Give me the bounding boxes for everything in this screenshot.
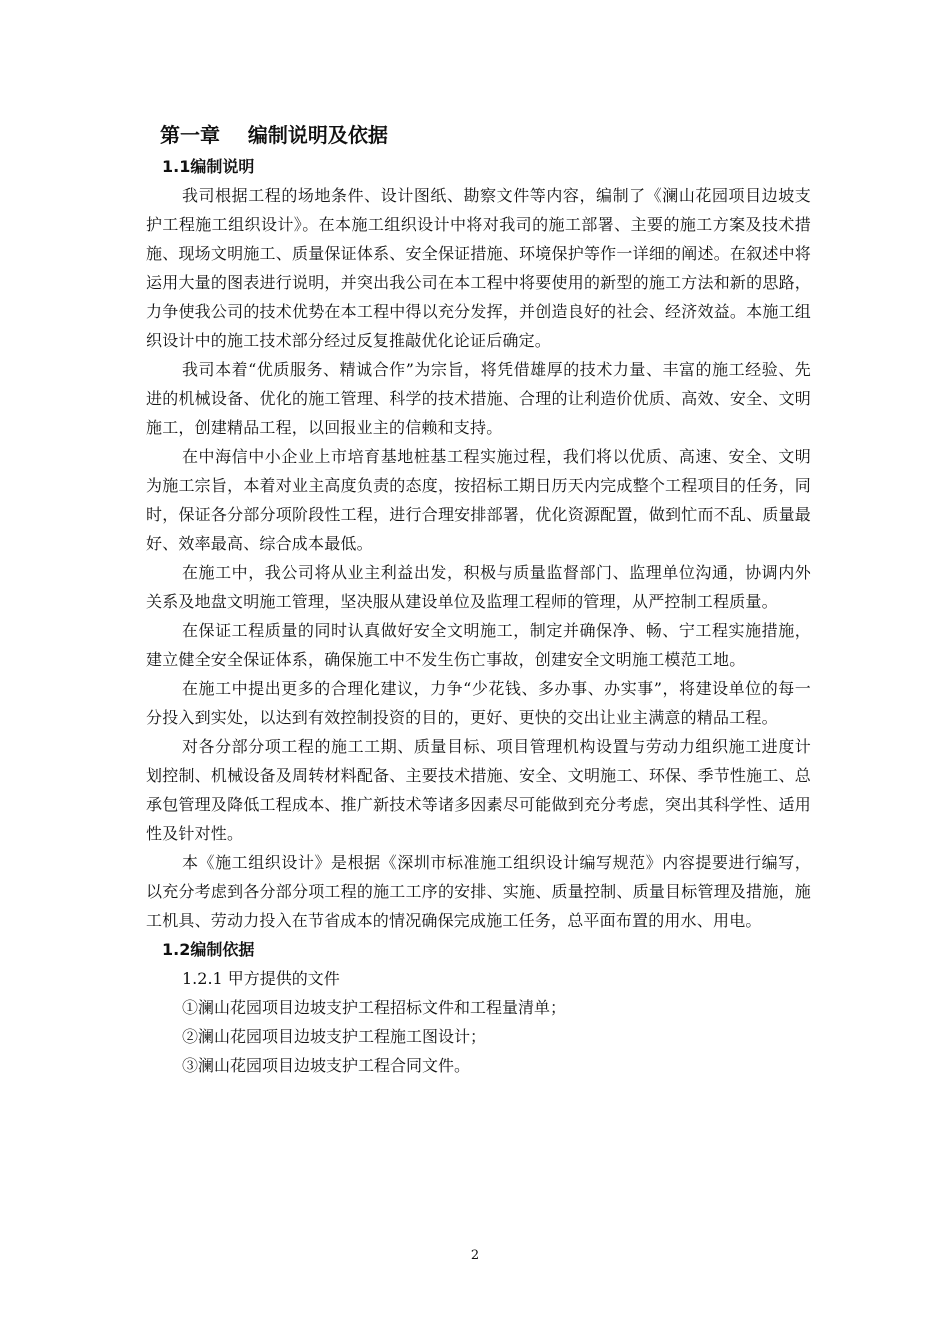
section-heading-1-2: 1.2编制依据 [162,940,255,959]
list-item: ③澜山花园项目边坡支护工程合同文件。 [182,1056,471,1075]
section-heading-1-1: 1.1编制说明 [162,157,255,176]
document-body [146,118,811,1080]
paragraph: 在中海信中小企业上市培育基地桩基工程实施过程，我们将以优质、高速、安全、文明为施工宗旨，本着对业主高度负责的态度，按招标工期日历天内完成整个工程项目的任务，同时，保证各分部分项阶段性工程，进行合理安排部署，优化资源配置，做到忙而不乱、质量最好、效率最高、综合成本最低。 [146,447,811,553]
paragraph: 在施工中，我公司将从业主利益出发，积极与质量监督部门、监理单位沟通，协调内外关系及地盘文明施工管理，坚决服从建设单位及监理工程师的管理，从严控制工程质量。 [146,563,811,611]
paragraph: 在施工中提出更多的合理化建议，力争“少花钱、多办事、办实事”，将建设单位的每一分投入到实处，以达到有效控制投资的目的，更好、更快的交出让业主满意的精品工程。 [146,679,811,727]
list-item: ①澜山花园项目边坡支护工程招标文件和工程量清单； [182,998,567,1017]
paragraph: 我司本着“优质服务、精诚合作”为宗旨，将凭借雄厚的技术力量、丰富的施工经验、先进的机械设备、优化的施工管理、科学的技术措施、合理的让利造价优质、高效、安全、文明施工，创建精品工程，以回报业主的信赖和支持。 [146,360,811,437]
paragraph: 我司根据工程的场地条件、设计图纸、勘察文件等内容，编制了《澜山花园项目边坡支护工程施工组织设计》。在本施工组织设计中将对我司的施工部署、主要的施工方案及技术措施、现场文明施工、质量保证体系、安全保证措施、环境保护等作一详细的阐述。在叙述中将运用大量的图表进行说明，并突出我公司在本工程中将要使用的新型的施工方法和新的思路，力争使我公司的技术优势在本工程中得以充分发挥，并创造良好的社会、经济效益。本施工组织设计中的施工技术部分经过反复推敲优化论证后确定。 [146,186,811,350]
page-number: 2 [470,1248,480,1263]
chapter-title: 第一章 编制说明及依据 [160,123,388,147]
paragraph: 本《施工组织设计》是根据《深圳市标准施工组织设计编写规范》内容提要进行编写，以充分考虑到各分部分项工程的施工工序的安排、实施、质量控制、质量目标管理及措施，施工机具、劳动力投入在节省成本的情况确保完成施工任务，总平面布置的用水、用电。 [146,853,811,930]
list-item: ②澜山花园项目边坡支护工程施工图设计； [182,1027,487,1046]
paragraph: 对各分部分项工程的施工工期、质量目标、项目管理机构设置与劳动力组织施工进度计划控制、机械设备及周转材料配备、主要技术措施、安全、文明施工、环保、季节性施工、总承包管理及降低工程成本、推广新技术等诸多因素尽可能做到充分考虑，突出其科学性、适用性及针对性。 [146,737,811,843]
sub-heading-1-2-1: 1.2.1 甲方提供的文件 [182,969,340,988]
paragraph: 在保证工程质量的同时认真做好安全文明施工，制定并确保净、畅、宁工程实施措施，建立健全安全保证体系，确保施工中不发生伤亡事故，创建安全文明施工模范工地。 [146,621,811,669]
